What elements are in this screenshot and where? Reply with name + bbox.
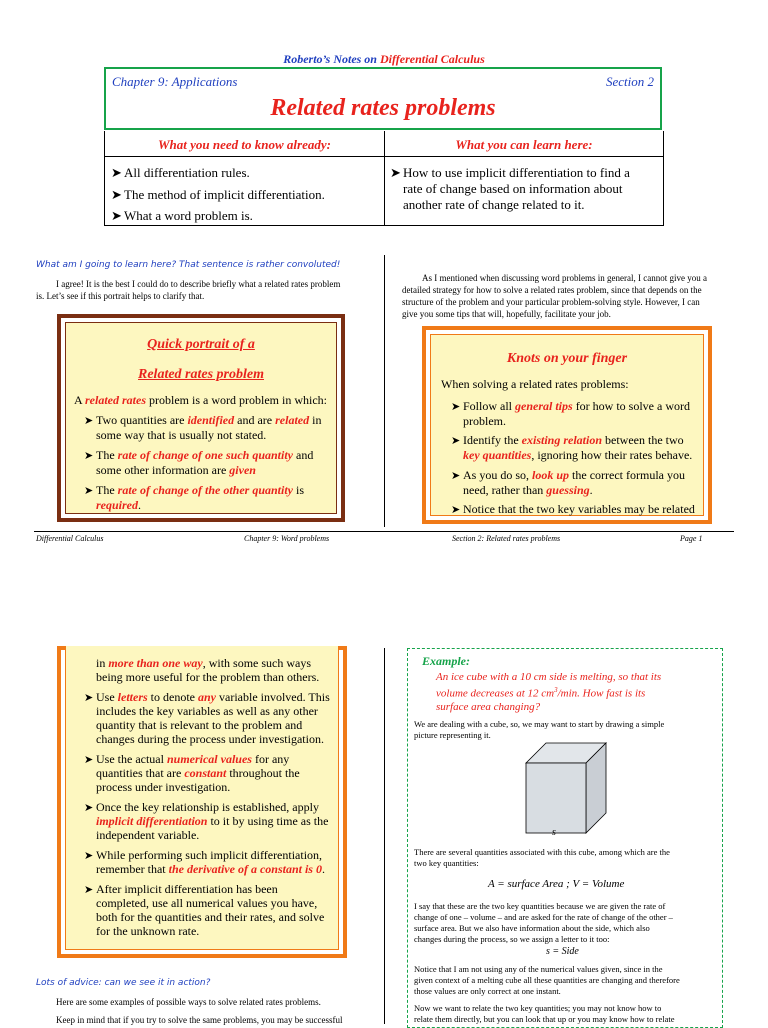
- list-item: ➤ Use the actual numerical values for any: [84, 752, 290, 766]
- paragraph-line: As I mentioned when discussing word problems in general, I cannot give you a: [422, 273, 707, 283]
- portrait-title: Related rates problem: [138, 367, 264, 382]
- list-item-line: required.: [96, 498, 141, 512]
- knots-title: Knots on your finger: [506, 351, 628, 366]
- list-item: ➤ All differentiation rules.: [111, 165, 250, 180]
- column-divider: [384, 648, 385, 1024]
- list-item: ➤ What a word problem is.: [111, 208, 253, 223]
- list-item-line: being more useful for the problem than others.: [96, 670, 320, 684]
- paragraph-line: Keep in mind that if you try to solve the same problems, you may be successful: [56, 1015, 343, 1025]
- list-item-line: for the unknown rate.: [96, 924, 200, 938]
- list-item-line: changes during the process under investigation.: [96, 732, 324, 746]
- arrow-bullet-icon: ➤: [84, 884, 94, 896]
- paragraph-line: is. Let’s see if this portrait helps to clarify that.: [36, 291, 205, 301]
- arrow-bullet-icon: ➤: [451, 504, 461, 516]
- arrow-bullet-icon: ➤: [84, 802, 94, 814]
- list-item-line: quantities that are constant throughout the: [96, 766, 300, 780]
- arrow-bullet-icon: ➤: [390, 165, 401, 180]
- list-item: ➤ Identify the existing relation between the two: [451, 433, 684, 447]
- list-item-line: problem.: [463, 414, 506, 428]
- quick-portrait-box: [57, 314, 345, 522]
- section-label: Section 2: [605, 74, 654, 89]
- column-divider: [384, 255, 385, 527]
- list-item: ➤ As you do so, look up the correct formula you: [451, 468, 685, 482]
- list-item-line: implicit differentiation to it by using time as the: [96, 814, 329, 828]
- paragraph-line: I agree! It is the best I could do to describe briefly what a related rates problem: [56, 279, 341, 289]
- footer-left: Differential Calculus: [36, 534, 104, 543]
- arrow-bullet-icon: ➤: [111, 187, 122, 202]
- paragraph: Notice that I am not using any of the numerical values given, since in the given context of a melting cube all these quantities are changing and therefore those values are only correct at one instant.: [414, 964, 680, 996]
- paragraph: I say that these are the two key quantities because we are given the rate of change of one – volume – and are asked for the rate of change of the other – surface area. But we also have information about the side, which also changes during the process, so we assign a letter to it too:: [414, 901, 673, 944]
- cube-side-label: s: [552, 827, 556, 838]
- arrow-bullet-icon: ➤: [451, 470, 461, 482]
- arrow-bullet-icon: ➤: [111, 208, 122, 223]
- need-to-know-heading: What you need to know already:: [158, 137, 331, 152]
- paragraph: Now we want to relate the two key quantities; you may not know how to relate them directly, but you can look that up or you may know how to relate: [414, 1003, 675, 1024]
- cube-drawing: [520, 737, 616, 837]
- footer-section: Section 2: Related rates problems: [452, 534, 561, 543]
- prerequisites-table: [104, 131, 664, 226]
- list-item: ➤ The rate of change of one such quantity and: [84, 448, 314, 462]
- page-title: Related rates problems: [270, 95, 496, 121]
- list-item-line: process under investigation.: [96, 780, 231, 794]
- paragraph-line: Here are some examples of possible ways to solve related rates problems.: [56, 997, 321, 1007]
- portrait-intro: A related rates problem is a word problem in which:: [74, 393, 327, 407]
- example-problem: An ice cube with a 10 cm side is melting, so that its volume decreases at 12 $cm^3/\min$. How fast is its surface area changing?: [436, 671, 662, 713]
- list-item: ➤ Follow all general tips for how to solve a word: [451, 399, 690, 413]
- notes-title: Roberto’s Notes on Differential Calculus: [283, 52, 485, 66]
- arrow-bullet-icon: ➤: [111, 165, 122, 180]
- paragraph: We are dealing with a cube, so, we may want to start by drawing a simple picture representing it.: [414, 719, 665, 740]
- can-learn-heading: What you can learn here:: [455, 137, 593, 152]
- arrow-bullet-icon: ➤: [84, 485, 94, 497]
- list-item-line: quantity that is relevant to the problem and: [96, 718, 303, 732]
- list-item-line: need, rather than guessing.: [463, 483, 593, 497]
- list-item-line: another rate of change related to it.: [403, 197, 585, 212]
- list-item-line: some way that is usually not stated.: [96, 428, 267, 442]
- list-item: ➤ The rate of change of the other quantity is: [84, 483, 305, 497]
- list-item-line: both for the quantities and their rates, and solve: [96, 910, 325, 924]
- chapter-label: Chapter 9: Applications: [112, 74, 238, 89]
- list-item-line: independent variable.: [96, 828, 200, 842]
- list-item-line: rate of change based on information about: [403, 181, 623, 196]
- list-item: ➤ Notice that the two key variables may be related: [451, 502, 695, 516]
- footer-rule: [34, 531, 734, 532]
- arrow-bullet-icon: ➤: [84, 754, 94, 766]
- list-item: ➤ Use letters to denote any variable involved. This: [84, 690, 330, 704]
- list-item: ➤ After implicit differentiation has been: [84, 882, 278, 896]
- cube-front-face: [526, 763, 586, 833]
- arrow-bullet-icon: ➤: [84, 850, 94, 862]
- knots-continuation-box: [57, 646, 347, 958]
- formula: A = surface Area ; V = Volume: [488, 878, 625, 890]
- formula: s = Side: [546, 946, 579, 957]
- arrow-bullet-icon: ➤: [451, 435, 461, 447]
- arrow-bullet-icon: ➤: [451, 401, 461, 413]
- section-question: What am I going to learn here? That sentence is rather convoluted!: [36, 260, 341, 270]
- list-item-line: some other information are given: [96, 463, 256, 477]
- arrow-bullet-icon: ➤: [84, 692, 94, 704]
- list-item: ➤ Once the key relationship is established, apply: [84, 800, 319, 814]
- paragraph: There are several quantities associated with this cube, among which are the two key quantities:: [414, 847, 670, 868]
- table-divider: [105, 156, 663, 157]
- list-item: ➤ While performing such implicit differentiation,: [84, 848, 323, 862]
- list-item-line: completed, use all numerical values you have,: [96, 896, 318, 910]
- list-item-line: includes the key variables as well as any other: [96, 704, 318, 718]
- footer-center: Chapter 9: Word problems: [244, 534, 330, 543]
- knots-on-finger-box: [422, 326, 712, 524]
- chapter-header-box: [104, 67, 662, 130]
- list-item: ➤ Two quantities are identified and are related in: [84, 413, 322, 427]
- paragraph-line: structure of the problem and your particular problem-solving style. However, I can: [402, 297, 700, 307]
- list-item-line: in more than one way, with some such ways: [96, 656, 312, 670]
- paragraph-line: give you some tips that will, hopefully, facilitate your job.: [402, 309, 611, 319]
- knots-intro: When solving a related rates problems:: [441, 377, 629, 391]
- footer-page-number: Page 1: [680, 534, 703, 543]
- arrow-bullet-icon: ➤: [84, 450, 94, 462]
- portrait-title: Quick portrait of a: [147, 337, 255, 352]
- list-item-line: remember that the derivative of a constant is 0.: [96, 862, 325, 876]
- arrow-bullet-icon: ➤: [84, 415, 94, 427]
- example-box: [407, 648, 723, 1028]
- list-item-line: key quantities, ignoring how their rates behave.: [463, 448, 693, 462]
- paragraph-line: detailed strategy for how to solve a related rates problem, since that depends on the: [402, 285, 702, 295]
- example-label: Example:: [422, 654, 470, 668]
- list-item: ➤ The method of implicit differentiation.: [111, 187, 325, 202]
- list-item: ➤ How to use implicit differentiation to find a: [390, 165, 630, 180]
- section-question: Lots of advice: can we see it in action?: [36, 978, 211, 988]
